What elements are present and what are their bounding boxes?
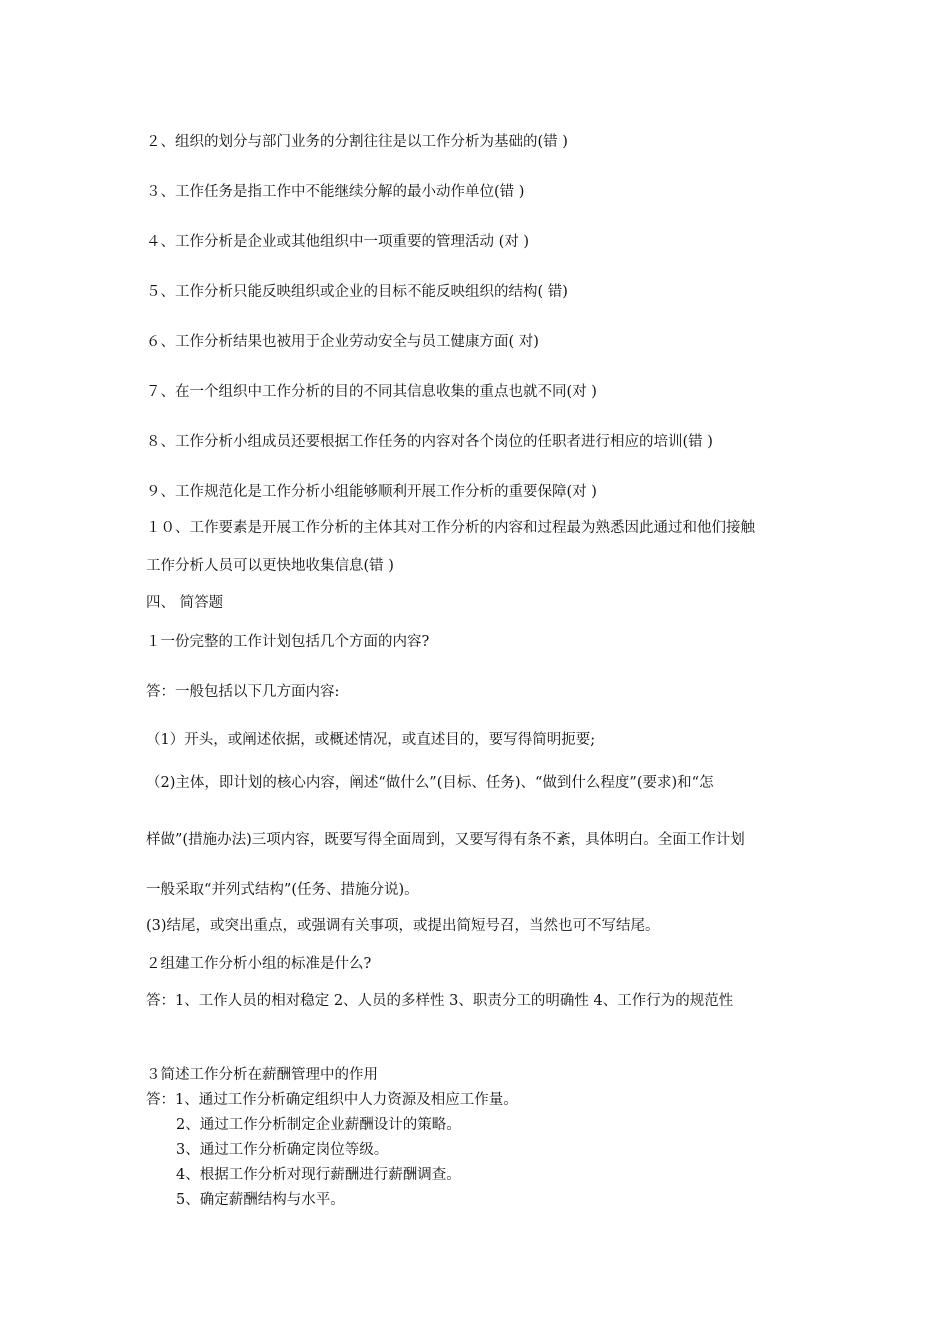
question-1: １一份完整的工作计划包括几个方面的内容?: [146, 634, 430, 650]
answer-3-item-5: 5、确定薪酬结构与水平。: [176, 1192, 345, 1208]
answer-3-item-2: 2、通过工作分析制定企业薪酬设计的策略。: [176, 1117, 461, 1133]
tf-item-10-cont: 工作分析人员可以更快地收集信息(错 ): [146, 558, 394, 574]
answer-1-point-2-cont2: 一般采取“并列式结构”(任务、措施分说)。: [146, 882, 419, 898]
answer-1-point-3: (3)结尾，或突出重点，或强调有关事项，或提出简短号召，当然也可不写结尾。: [146, 918, 660, 934]
tf-item-7: ７、在一个组织中工作分析的目的不同其信息收集的重点也就不同(对 ): [146, 384, 597, 400]
tf-item-4: ４、工作分析是企业或其他组织中一项重要的管理活动 (对 ): [146, 234, 530, 250]
tf-item-9: ９、工作规范化是工作分析小组能够顺利开展工作分析的重要保障(对 ): [146, 484, 597, 500]
tf-item-2: ２、组织的划分与部门业务的分割往往是以工作分析为基础的(错 ): [146, 134, 568, 150]
section-heading: 四、 简答题: [146, 595, 224, 611]
tf-item-5: ５、工作分析只能反映组织或企业的目标不能反映组织的结构( 错): [146, 284, 568, 300]
answer-1-point-2-cont: 样做”(措施办法)三项内容，既要写得全面周到，又要写得有条不紊，具体明白。全面工作计划: [146, 832, 745, 848]
tf-item-10: １０、工作要素是开展工作分析的主体其对工作分析的内容和过程最为熟悉因此通过和他们接触: [146, 520, 755, 536]
answer-2: 答：1、工作人员的相对稳定 2、人员的多样性 3、职责分工的明确性 4、工作行为的规范性: [146, 993, 734, 1009]
answer-1-intro: 答：一般包括以下几方面内容:: [146, 684, 340, 700]
answer-1-point-2: （2)主体，即计划的核心内容，阐述“做什么”(目标、任务)、“做到什么程度”(要求)和“怎: [146, 775, 714, 791]
answer-3-item-3: 3、通过工作分析确定岗位等级。: [176, 1142, 389, 1158]
tf-item-6: ６、工作分析结果也被用于企业劳动安全与员工健康方面( 对): [146, 334, 539, 350]
answer-3-item-4: 4、根据工作分析对现行薪酬进行薪酬调查。: [176, 1167, 461, 1183]
question-2: ２组建工作分析小组的标准是什么?: [146, 956, 372, 972]
answer-1-point-1: （1）开头，或阐述依据，或概述情况，或直述目的，要写得简明扼要;: [146, 732, 596, 748]
question-3: ３简述工作分析在薪酬管理中的作用: [146, 1067, 378, 1083]
tf-item-3: ３、工作任务是指工作中不能继续分解的最小动作单位(错 ): [146, 184, 525, 200]
tf-item-8: ８、工作分析小组成员还要根据工作任务的内容对各个岗位的任职者进行相应的培训(错 ): [146, 434, 713, 450]
answer-3-item-1: 答：1、通过工作分析确定组织中人力资源及相应工作量。: [146, 1092, 518, 1108]
